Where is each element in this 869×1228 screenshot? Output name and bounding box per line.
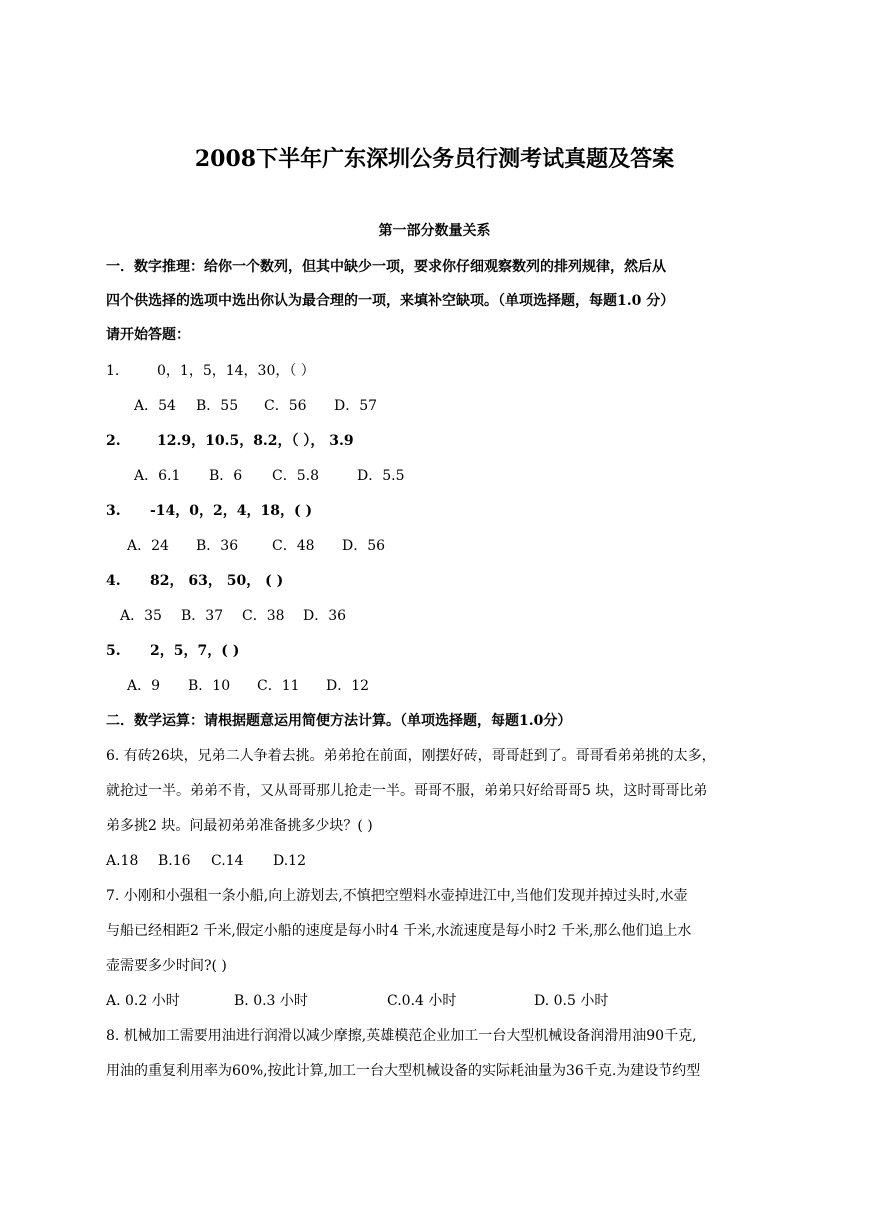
option-b: B．37 <box>181 608 224 624</box>
question-6-line1: 6. 有砖26块，兄弟二人争着去挑。弟弟抢在前面，刚摆好砖，哥哥赶到了。哥哥看弟弟挑的太多， <box>106 748 716 764</box>
option-a: A．9 <box>127 678 161 694</box>
option-d: D．36 <box>303 608 347 624</box>
option-c: C.14 <box>211 853 244 869</box>
option-b: B. 0.3 小时 <box>234 993 308 1009</box>
option-c: C．11 <box>257 678 300 694</box>
option-c: C．5.8 <box>272 468 319 484</box>
section1-line3: 请开始答题： <box>106 327 190 343</box>
option-a: A．24 <box>127 538 169 554</box>
question-5-number: 5. <box>106 643 121 659</box>
option-d: D．57 <box>334 398 378 414</box>
option-b: B．55 <box>196 398 239 414</box>
option-b: B．6 <box>209 468 243 484</box>
option-a: A.18 <box>106 853 139 869</box>
option-d: D．56 <box>342 538 386 554</box>
question-5-stem: 2，5，7，( ) <box>150 643 240 659</box>
question-3-stem: -14，0，2，4，18，( ) <box>150 503 313 519</box>
part-heading: 第一部分数量关系 <box>378 223 491 239</box>
question-6-line3: 弟多挑2 块。问最初弟弟准备挑多少块？( ) <box>106 818 373 834</box>
question-2-number: 2. <box>106 433 121 449</box>
option-b: B．36 <box>196 538 239 554</box>
option-c: C．56 <box>264 398 307 414</box>
question-6-line2: 就抢过一半。弟弟不肯，又从哥哥那儿抢走一半。哥哥不服，弟弟只好给哥哥5 块，这时哥哥比弟 <box>106 783 708 799</box>
option-a: A. 0.2 小时 <box>106 993 180 1009</box>
question-8-line1: 8. 机械加工需要用油进行润滑以减少摩擦,英雄模范企业加工一台大型机械设备润滑用油90千克, <box>106 1028 697 1044</box>
question-1-stem: 0，1，5，14，30，（ ） <box>157 363 315 379</box>
option-a: A．35 <box>120 608 162 624</box>
page-title: 2008下半年广东深圳公务员行测考试真题及答案 <box>194 146 675 172</box>
section2-heading: 二．数学运算：请根据题意运用简便方法计算。（单项选择题，每题1.0分） <box>106 713 572 729</box>
option-c: C．38 <box>242 608 285 624</box>
option-b: B．10 <box>188 678 231 694</box>
option-b: B.16 <box>158 853 191 869</box>
option-c: C.0.4 小时 <box>387 993 457 1009</box>
question-7-line2: 与船已经相距2 千米,假定小船的速度是每小时4 千米,水流速度是每小时2 千米,那么他们追上水 <box>106 923 692 939</box>
question-8-line2: 用油的重复利用率为60%,按此计算,加工一台大型机械设备的实际耗油量为36千克.为建设节约型 <box>106 1063 701 1079</box>
option-a: A．54 <box>134 398 176 414</box>
question-7-line3: 壶需要多少时间?( ) <box>106 958 227 974</box>
question-1-number: 1. <box>106 363 120 379</box>
question-7-line1: 7. 小刚和小强租一条小船,向上游划去,不慎把空塑料水壶掉进江中,当他们发现并掉过头时,水壶 <box>106 888 688 904</box>
option-d: D.12 <box>273 853 306 869</box>
option-d: D. 0.5 小时 <box>534 993 609 1009</box>
question-4-stem: 82， 63， 50， ( ) <box>150 573 284 589</box>
section1-line1: 一．数字推理：给你一个数列，但其中缺少一项，要求你仔细观察数列的排列规律，然后从 <box>106 259 666 275</box>
question-3-number: 3. <box>106 503 121 519</box>
option-a: A．6.1 <box>134 468 181 484</box>
section1-line2: 四个供选择的选项中选出你认为最合理的一项，来填补空缺项。（单项选择题，每题1.0 分） <box>106 293 675 309</box>
option-c: C．48 <box>272 538 315 554</box>
question-4-number: 4. <box>106 573 121 589</box>
question-2-stem: 12.9，10.5，8.2，（ ）， 3.9 <box>157 433 354 449</box>
option-d: D．5.5 <box>357 468 405 484</box>
option-d: D．12 <box>326 678 370 694</box>
